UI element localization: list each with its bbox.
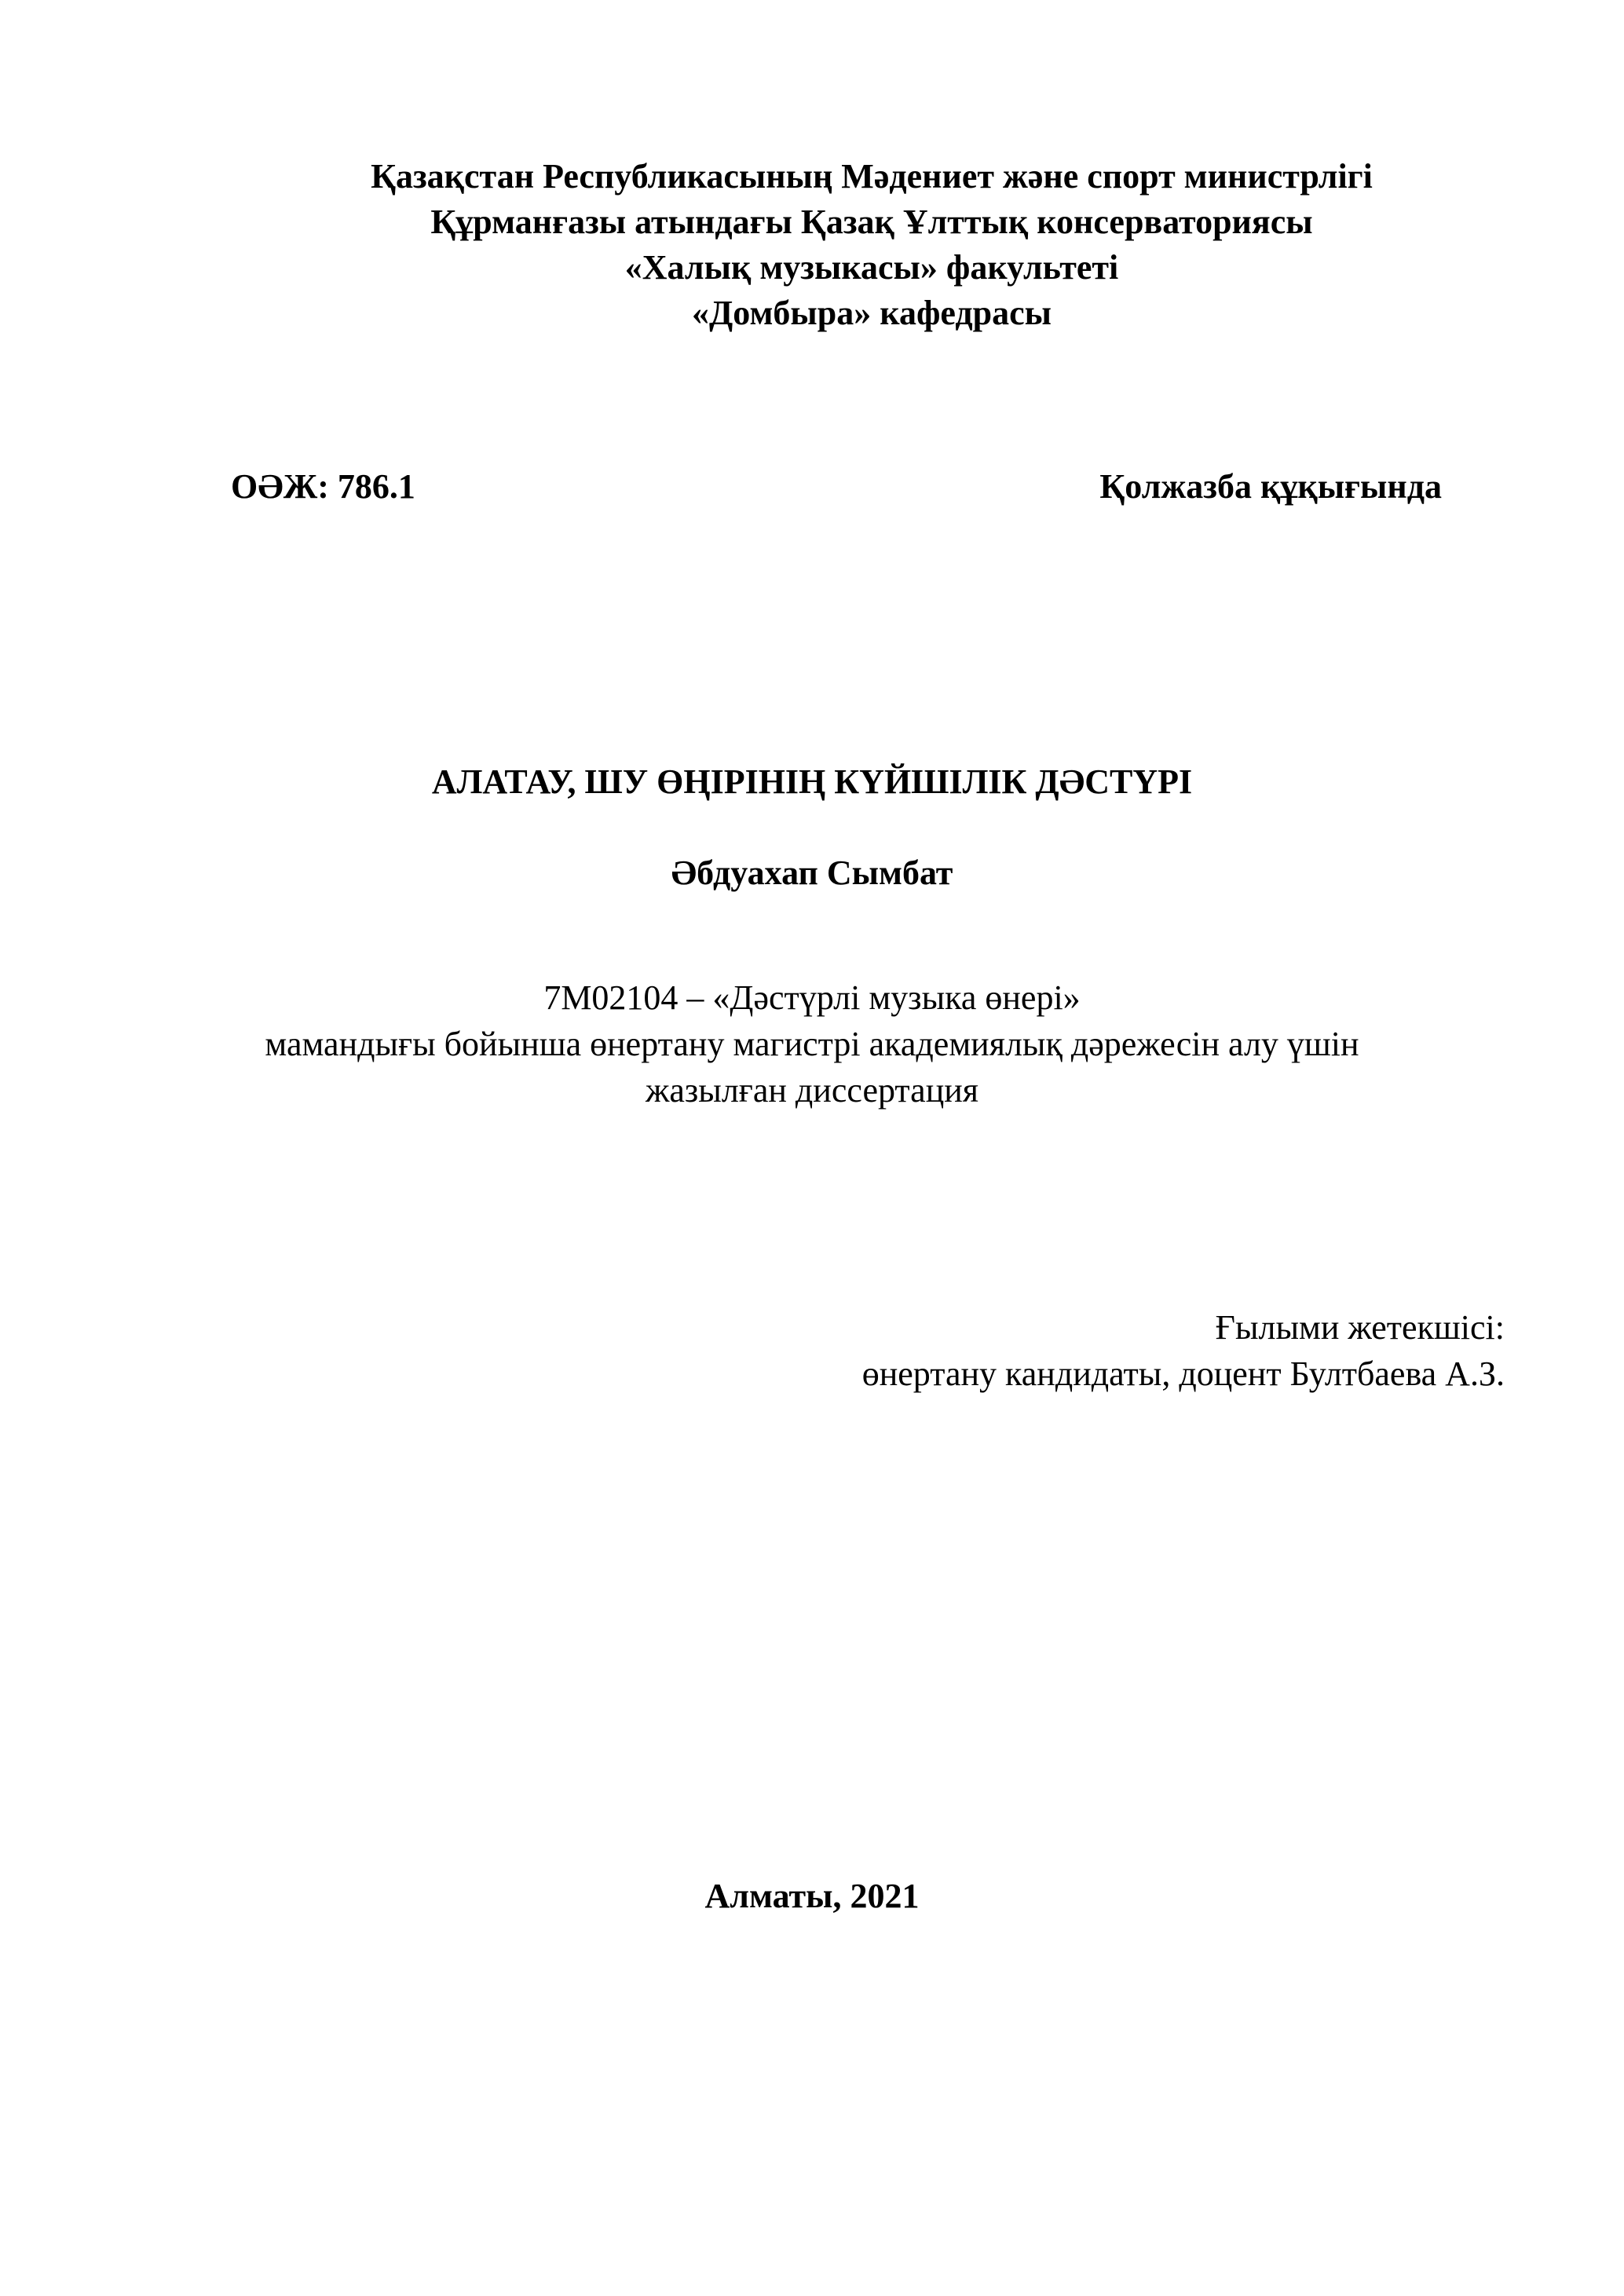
degree-line: мамандығы бойынша өнертану магистрі академиялық дәрежесін алу үшін xyxy=(265,1025,1359,1063)
dissertation-line: жазылған диссертация xyxy=(645,1071,979,1110)
institution-header xyxy=(228,154,1516,336)
meta-row xyxy=(231,463,1442,510)
ministry-line: Қазақстан Республикасының Мәдениет және спорт министрлігі xyxy=(371,157,1373,196)
author-name: Әбдуахап Сымбат xyxy=(671,854,953,892)
specialty-code-line: 7М02104 – «Дәстүрлі музыка өнері» xyxy=(543,978,1081,1017)
place-and-year: Алматы, 2021 xyxy=(704,1877,920,1915)
faculty-line: «Халық музыкасы» факультеті xyxy=(624,248,1119,287)
dissertation-title: АЛАТАУ, ШУ ӨҢІРІНІҢ КҮЙШІЛІК ДӘСТҮРІ xyxy=(431,762,1193,801)
department-line: «Домбыра» кафедрасы xyxy=(692,294,1052,332)
udc-code: ОӘЖ: 786.1 xyxy=(231,467,415,506)
conservatory-line: Құрманғазы атындағы Қазақ Ұлттық консерваториясы xyxy=(430,203,1313,241)
specialty-description xyxy=(0,974,1624,1113)
supervisor-name: өнертану кандидаты, доцент Бултбаева А.З. xyxy=(861,1355,1505,1393)
supervisor-label: Ғылыми жетекшісі: xyxy=(1215,1308,1505,1347)
manuscript-rights: Қолжазба құқығында xyxy=(1099,467,1442,506)
supervisor-block xyxy=(862,1304,1505,1397)
